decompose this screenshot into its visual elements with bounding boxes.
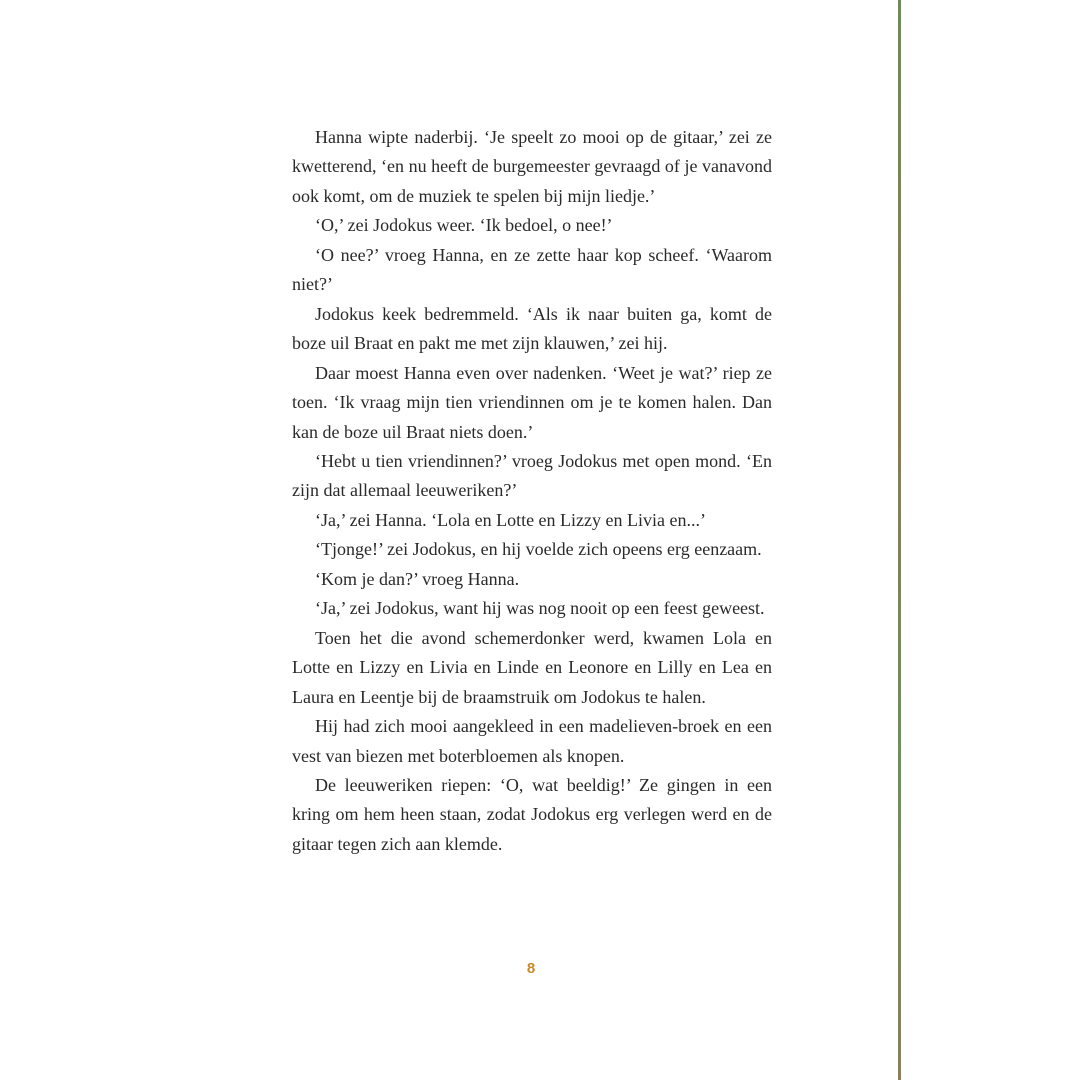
paragraph-5: Daar moest Hanna even over nadenken. ‘Weet je wat?’ riep ze toen. ‘Ik vraag mijn tien vriendinnen om je te komen halen. Dan kan de boze uil Braat niets doen.’: [292, 362, 772, 442]
paragraph-3: ‘O nee?’ vroeg Hanna, en ze zette haar kop scheef. ‘Waarom niet?’: [292, 244, 772, 295]
paragraph-11: Toen het die avond schemerdonker werd, kwamen Lola en Lotte en Lizzy en Livia en Linde en Leonore en Lilly en Lea en Laura en Leentje bij de braamstruik om Jodokus te halen.: [292, 627, 772, 707]
paragraph-4: Jodokus keek bedremmeld. ‘Als ik naar buiten ga, komt de boze uil Braat en pakt me met zijn klauwen,’ zei hij.: [292, 303, 772, 354]
paragraph-6: ‘Hebt u tien vriendinnen?’ vroeg Jodokus met open mond. ‘En zijn dat allemaal leeuweriken?’: [292, 450, 772, 501]
paragraph-2: ‘O,’ zei Jodokus weer. ‘Ik bedoel, o nee!’: [315, 215, 613, 236]
book-spine-edge: [898, 0, 901, 1080]
paragraph-7: ‘Ja,’ zei Hanna. ‘Lola en Lotte en Lizzy en Livia en...’: [315, 509, 706, 530]
story-text: [292, 123, 772, 859]
paragraph-8: ‘Tjonge!’ zei Jodokus, en hij voelde zich opeens erg eenzaam.: [315, 539, 762, 560]
paragraph-12: Hij had zich mooi aangekleed in een madelieven-broek en een vest van biezen met boterbloemen als knopen.: [292, 716, 772, 766]
paragraph-13: De leeuweriken riepen: ‘O, wat beeldig!’ Ze gingen in een kring om hem heen staan, zodat Jodokus erg verlegen werd en de gitaar tegen zich aan klemde.: [292, 774, 772, 854]
paragraph-1: Hanna wipte naderbij. ‘Je speelt zo mooi op de gitaar,’ zei ze kwetterend, ‘en nu heeft de burgemeester gevraagd of je vanavond ook komt, om de muziek te spelen bij mijn liedje.’: [292, 127, 772, 206]
paragraph-9: ‘Kom je dan?’ vroeg Hanna.: [315, 568, 520, 589]
paragraph-10: ‘Ja,’ zei Jodokus, want hij was nog nooit op een feest geweest.: [315, 598, 765, 619]
page-number: 8: [526, 960, 536, 977]
